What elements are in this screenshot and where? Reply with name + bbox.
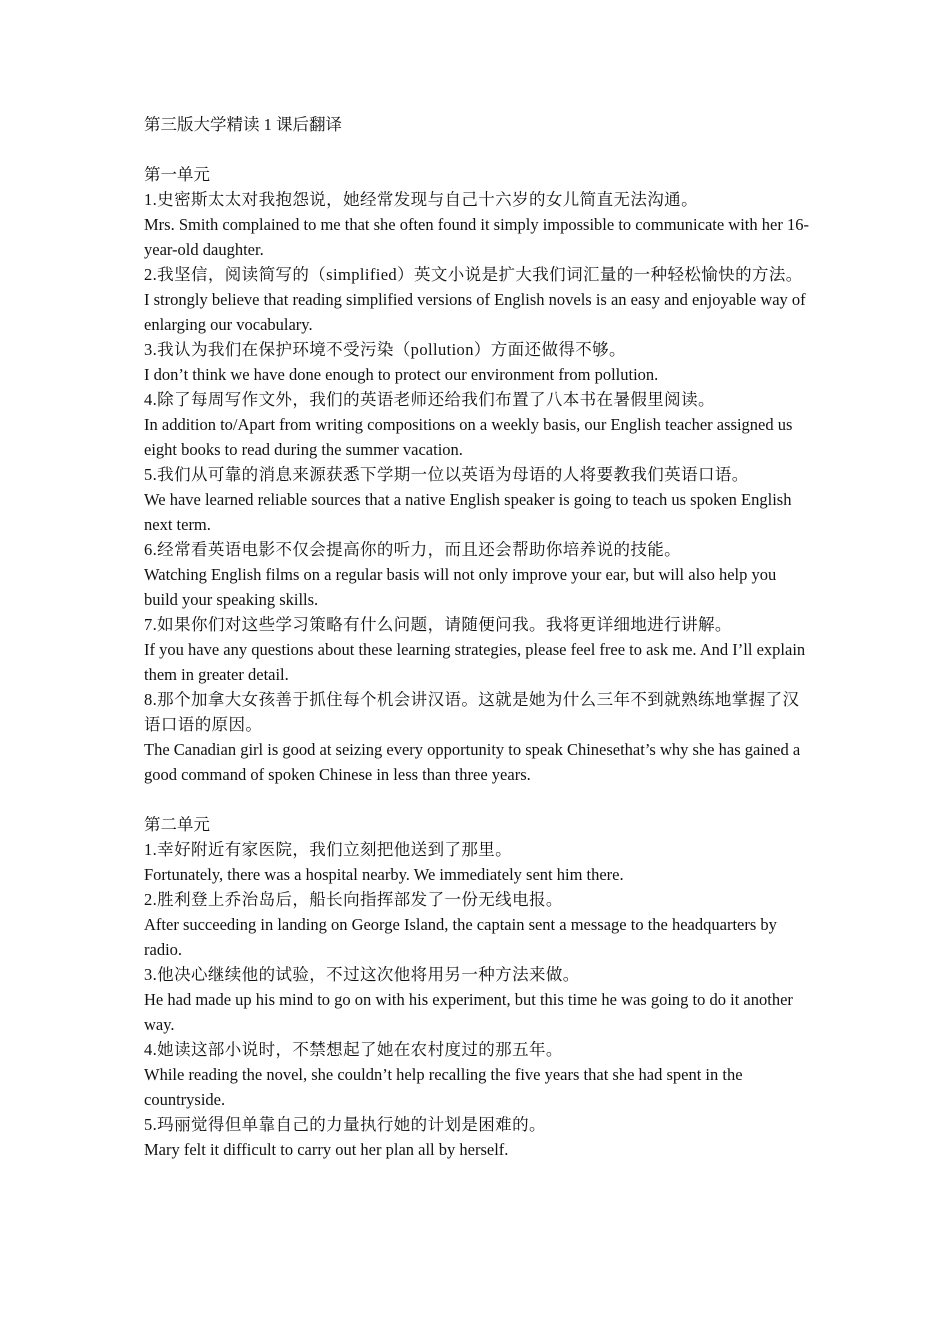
translation-item <box>144 837 814 887</box>
english-translation: In addition to/Apart from writing compositions on a weekly basis, our English teacher assigned us eight books to read during the summer vacation. <box>144 415 793 459</box>
english-translation: Mary felt it difficult to carry out her plan all by herself. <box>144 1140 509 1159</box>
chinese-sentence: 7.如果你们对这些学习策略有什么问题，请随便问我。我将更详细地进行讲解。 <box>144 615 732 634</box>
chinese-sentence: 2.胜利登上乔治岛后，船长向指挥部发了一份无线电报。 <box>144 890 563 909</box>
english-translation: If you have any questions about these learning strategies, please feel free to ask me. And I’ll explain them in greater detail. <box>144 640 806 684</box>
english-translation: We have learned reliable sources that a native English speaker is going to teach us spoken English next term. <box>144 490 792 534</box>
translation-item <box>144 387 814 462</box>
chinese-sentence: 1.史密斯太太对我抱怨说，她经常发现与自己十六岁的女儿简直无法沟通。 <box>144 190 698 209</box>
english-translation: The Canadian girl is good at seizing every opportunity to speak Chinesethat’s why she has gained a good command of spoken Chinese in less than three years. <box>144 740 801 784</box>
unit-heading: 第一单元 <box>144 165 210 184</box>
translation-item <box>144 1112 814 1162</box>
translation-item <box>144 1037 814 1112</box>
document-title: 第三版大学精读 1 课后翻译 <box>144 115 342 134</box>
chinese-sentence: 2.我坚信，阅读简写的（simplified）英文小说是扩大我们词汇量的一种轻松愉快的方法。 <box>144 265 803 284</box>
translation-item <box>144 962 814 1037</box>
chinese-sentence: 8.那个加拿大女孩善于抓住每个机会讲汉语。这就是她为什么三年不到就熟练地掌握了汉语口语的原因。 <box>144 690 800 734</box>
translation-item <box>144 537 814 612</box>
chinese-sentence: 5.玛丽觉得但单靠自己的力量执行她的计划是困难的。 <box>144 1115 546 1134</box>
english-translation: I strongly believe that reading simplified versions of English novels is an easy and enjoyable way of enlarging our vocabulary. <box>144 290 806 334</box>
english-translation: Fortunately, there was a hospital nearby. We immediately sent him there. <box>144 865 624 884</box>
translation-item <box>144 687 814 787</box>
translation-item <box>144 462 814 537</box>
translation-item <box>144 887 814 962</box>
unit-2 <box>144 812 814 1162</box>
unit-heading: 第二单元 <box>144 815 210 834</box>
english-translation: I don’t think we have done enough to protect our environment from pollution. <box>144 365 659 384</box>
chinese-sentence: 1.幸好附近有家医院，我们立刻把他送到了那里。 <box>144 840 513 859</box>
chinese-sentence: 4.她读这部小说时，不禁想起了她在农村度过的那五年。 <box>144 1040 563 1059</box>
chinese-sentence: 3.我认为我们在保护环境不受污染（pollution）方面还做得不够。 <box>144 340 626 359</box>
translation-item <box>144 187 814 262</box>
translation-item <box>144 262 814 337</box>
chinese-sentence: 4.除了每周写作文外，我们的英语老师还给我们布置了八本书在暑假里阅读。 <box>144 390 715 409</box>
english-translation: Mrs. Smith complained to me that she often found it simply impossible to communicate with her 16-year-old daughter. <box>144 215 809 259</box>
english-translation: Watching English films on a regular basis will not only improve your ear, but will also help you build your speaking skills. <box>144 565 777 609</box>
english-translation: While reading the novel, she couldn’t help recalling the five years that she had spent in the countryside. <box>144 1065 743 1109</box>
document-page <box>144 112 814 1187</box>
translation-item <box>144 612 814 687</box>
chinese-sentence: 6.经常看英语电影不仅会提高你的听力，而且还会帮助你培养说的技能。 <box>144 540 682 559</box>
english-translation: He had made up his mind to go on with his experiment, but this time he was going to do it another way. <box>144 990 793 1034</box>
chinese-sentence: 5.我们从可靠的消息来源获悉下学期一位以英语为母语的人将要教我们英语口语。 <box>144 465 749 484</box>
english-translation: After succeeding in landing on George Island, the captain sent a message to the headquarters by radio. <box>144 915 777 959</box>
unit-1 <box>144 162 814 787</box>
translation-item <box>144 337 814 387</box>
chinese-sentence: 3.他决心继续他的试验，不过这次他将用另一种方法来做。 <box>144 965 580 984</box>
